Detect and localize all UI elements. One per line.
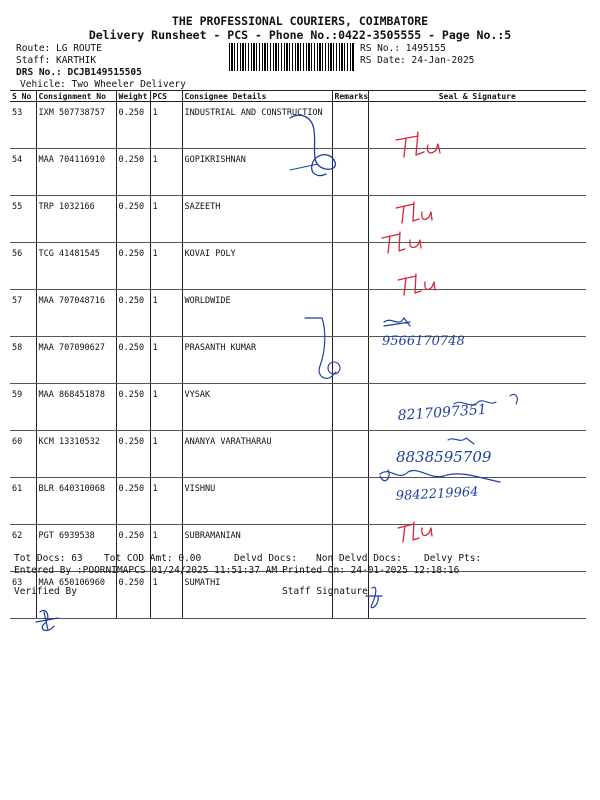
drs-number: DRS No.: DCJB149515505 bbox=[16, 67, 142, 78]
total-docs: Tot Docs: 63 bbox=[14, 553, 83, 564]
row-consignment: IXM 507738757 bbox=[36, 102, 116, 149]
header-consignee: Consignee Details bbox=[182, 91, 332, 102]
row-weight: 0.250 bbox=[116, 478, 150, 525]
row-pcs: 1 bbox=[150, 102, 182, 149]
row-weight: 0.250 bbox=[116, 102, 150, 149]
header-remarks: Remarks bbox=[332, 91, 368, 102]
row-sno: 56 bbox=[10, 243, 36, 290]
row-weight: 0.250 bbox=[116, 196, 150, 243]
row54-stroke bbox=[290, 164, 318, 170]
row-consignment: TRP 1032166 bbox=[36, 196, 116, 243]
row-consignee: VYSAK bbox=[182, 384, 332, 431]
delivery-points: Delvy Pts: bbox=[424, 553, 482, 564]
row-consignment: MAA 868451878 bbox=[36, 384, 116, 431]
entered-by: Entered By :POORNIMAPCS 01/24/2025 11:51:37 AM bbox=[14, 565, 278, 576]
row61-phone: 8838595709 bbox=[396, 448, 492, 466]
row55-red-signature bbox=[396, 202, 432, 223]
row62-signature-scribble bbox=[380, 470, 500, 482]
row-pcs: 1 bbox=[150, 525, 182, 572]
row-sno: 61 bbox=[10, 478, 36, 525]
row-consignee: ANANYA VARATHARAU bbox=[182, 431, 332, 478]
staff-signature-mark bbox=[366, 587, 382, 608]
total-cod: Tot COD Amt: 0.00 bbox=[104, 553, 202, 564]
row-consignment: BLR 640310068 bbox=[36, 478, 116, 525]
row-pcs: 1 bbox=[150, 290, 182, 337]
row-sno: 59 bbox=[10, 384, 36, 431]
staff-label: Staff: KARTHIK bbox=[16, 55, 97, 66]
row-sno: 53 bbox=[10, 102, 36, 149]
row-sno: 54 bbox=[10, 149, 36, 196]
row-consignee: SAZEETH bbox=[182, 196, 332, 243]
row-pcs: 1 bbox=[150, 337, 182, 384]
rs-date: RS Date: 24-Jan-2025 bbox=[360, 55, 475, 66]
row-weight: 0.250 bbox=[116, 243, 150, 290]
row-pcs: 1 bbox=[150, 431, 182, 478]
row57-red-signature bbox=[398, 274, 435, 295]
route-label: Route: LG ROUTE bbox=[16, 43, 102, 54]
company-name: THE PROFESSIONAL COURIERS, COIMBATORE bbox=[171, 14, 429, 28]
row-pcs: 1 bbox=[150, 572, 182, 619]
row54-initial-mark bbox=[290, 115, 335, 175]
row-consignee: PRASANTH KUMAR bbox=[182, 337, 332, 384]
verified-by-label: Verified By bbox=[14, 586, 77, 597]
row-consignment: MAA 707048716 bbox=[36, 290, 116, 337]
row60-phone: 8217097351 bbox=[397, 401, 488, 424]
row58-blue-mark bbox=[305, 318, 336, 378]
row-sno: 57 bbox=[10, 290, 36, 337]
row-weight: 0.250 bbox=[116, 572, 150, 619]
row-weight: 0.250 bbox=[116, 337, 150, 384]
row-consignee: SUBRAMANIAN bbox=[182, 525, 332, 572]
row-consignment: PGT 6939538 bbox=[36, 525, 116, 572]
row-weight: 0.250 bbox=[116, 290, 150, 337]
row63-red-signature bbox=[398, 522, 432, 542]
row-pcs: 1 bbox=[150, 149, 182, 196]
row58-signature-scribble bbox=[384, 318, 410, 326]
row56-red-signature bbox=[382, 232, 421, 253]
row-consignment: MAA 704116910 bbox=[36, 149, 116, 196]
row-consignee: WORLDWIDE bbox=[182, 290, 332, 337]
row-weight: 0.250 bbox=[116, 525, 150, 572]
header-consignment: Consignment No bbox=[36, 91, 116, 102]
row61-signature-scribble bbox=[448, 438, 474, 444]
row-weight: 0.250 bbox=[116, 384, 150, 431]
row-consignee: VISHNU bbox=[182, 478, 332, 525]
row-pcs: 1 bbox=[150, 478, 182, 525]
delivered-docs: Delvd Docs: bbox=[234, 553, 297, 564]
row-consignee: KOVAI POLY bbox=[182, 243, 332, 290]
rs-number: RS No.: 1495155 bbox=[360, 43, 446, 54]
staff-signature-label: Staff Signature bbox=[282, 586, 368, 597]
row-pcs: 1 bbox=[150, 196, 182, 243]
row58-phone: 9566170748 bbox=[382, 334, 465, 349]
row-sno: 60 bbox=[10, 431, 36, 478]
row-consignee: SUMATHI bbox=[182, 572, 332, 619]
non-delivered-docs: Non Delvd Docs: bbox=[316, 553, 402, 564]
row-sno: 63 bbox=[10, 572, 36, 619]
row-sno: 58 bbox=[10, 337, 36, 384]
row-weight: 0.250 bbox=[116, 149, 150, 196]
row62-phone: 9842219964 bbox=[395, 484, 479, 504]
row-pcs: 1 bbox=[150, 243, 182, 290]
header-sno: S No bbox=[10, 91, 36, 102]
runsheet-subtitle: Delivery Runsheet - PCS - Phone No.:0422-3505555 - Page No.:5 bbox=[88, 28, 512, 42]
header-weight: Weight bbox=[116, 91, 150, 102]
row-sno: 55 bbox=[10, 196, 36, 243]
verified-signature-mark bbox=[36, 610, 58, 630]
row-weight: 0.250 bbox=[116, 431, 150, 478]
row-consignee: GOPIKRISHNAN bbox=[182, 149, 332, 196]
header-seal: Seal & Signature bbox=[368, 91, 586, 102]
header-pcs: PCS bbox=[150, 91, 182, 102]
row-consignment: MAA 650106960 bbox=[36, 572, 116, 619]
row-consignment: MAA 707090627 bbox=[36, 337, 116, 384]
row-consignment: TCG 41481545 bbox=[36, 243, 116, 290]
row-consignment: KCM 13310532 bbox=[36, 431, 116, 478]
row-pcs: 1 bbox=[150, 384, 182, 431]
vehicle-label: Vehicle: Two Wheeler Delivery bbox=[20, 79, 186, 90]
row-sno: 62 bbox=[10, 525, 36, 572]
row53-red-signature bbox=[396, 132, 440, 157]
printed-on: Printed On: 24-01-2025 12:18:16 bbox=[282, 565, 460, 576]
row-consignee: INDUSTRIAL AND CONSTRUCTION bbox=[182, 102, 332, 149]
